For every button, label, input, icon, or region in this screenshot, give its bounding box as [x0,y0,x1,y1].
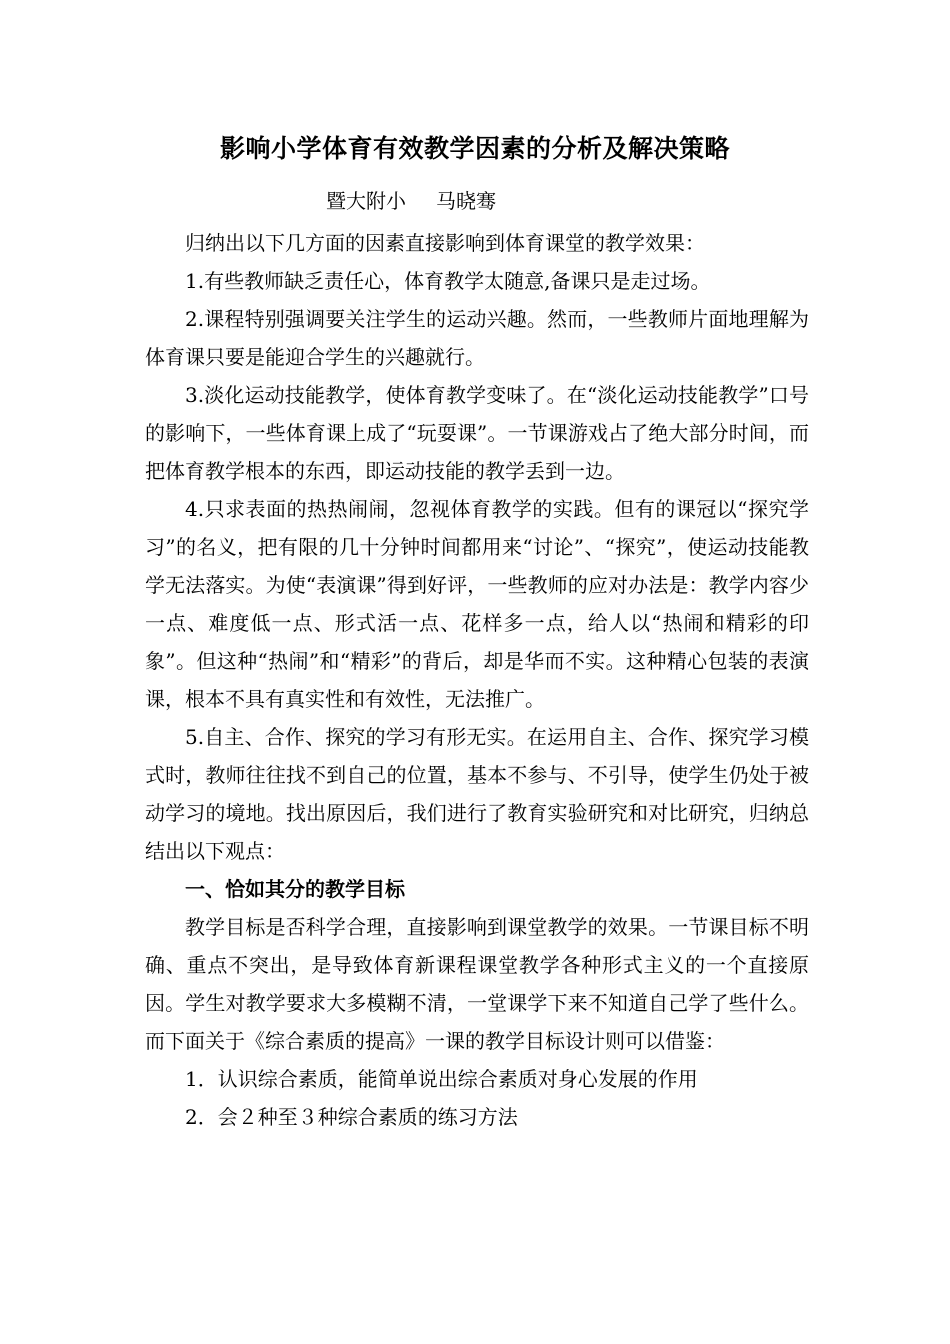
intro-paragraph: 归纳出以下几方面的因素直接影响到体育课堂的教学效果： [185,231,705,255]
document-title: 影响小学体育有效教学因素的分析及解决策略 [219,134,730,163]
factor-paragraph-4: 4.只求表面的热热闹闹，忽视体育教学的实践。但有的课冠以“探究学习”的名义，把有限的几十分钟时间都用来“讨论”、“探究”，使运动技能教学无法落实。为使“表演课”得到好评，一些教师的应对办法是：教学内容少一点、难度低一点、形式活一点、花样多一点，给人以“热闹和精彩的印象”。但这种“热闹”和“精彩”的背后，却是华而不实。这种精心包装的表演课，根本不具有真实性和有效性，无法推广。 [145,497,809,711]
goal-item-1: 1．认识综合素质，能简单说出综合素质对身心发展的作用 [185,1067,698,1091]
factor-paragraph-1: 1.有些教师缺乏责任心，体育教学太随意,备课只是走过场。 [185,269,711,293]
factor-paragraph-2: 2.课程特别强调要关注学生的运动兴趣。然而，一些教师片面地理解为体育课只要是能迎合学生的兴趣就行。 [145,307,809,369]
author-name: 马晓骞 [436,189,496,213]
factor-paragraph-5: 5.自主、合作、探究的学习有形无实。在运用自主、合作、探究学习模式时，教师往往找不到自己的位置，基本不参与、不引导，使学生仍处于被动学习的境地。找出原因后，我们进行了教育实验研究和对比研究，归纳总结出以下观点： [145,725,809,863]
author-school: 暨大附小 [326,189,406,213]
document-body [145,224,809,1136]
author-line [326,186,496,216]
goal-item-2: 2．会２种至３种综合素质的练习方法 [185,1105,518,1129]
section-heading: 一、恰如其分的教学目标 [185,877,405,901]
factor-paragraph-3: 3.淡化运动技能教学，使体育教学变味了。在“淡化运动技能教学”口号的影响下，一些体育课上成了“玩耍课”。一节课游戏占了绝大部分时间，而把体育教学根本的东西，即运动技能的教学丢到一边。 [145,383,809,483]
section-paragraph: 教学目标是否科学合理，直接影响到课堂教学的效果。一节课目标不明确、重点不突出，是导致体育新课程课堂教学各种形式主义的一个直接原因。学生对教学要求大多模糊不清，一堂课学下来不知道自己学了些什么。而下面关于《综合素质的提高》一课的教学目标设计则可以借鉴： [145,915,809,1053]
